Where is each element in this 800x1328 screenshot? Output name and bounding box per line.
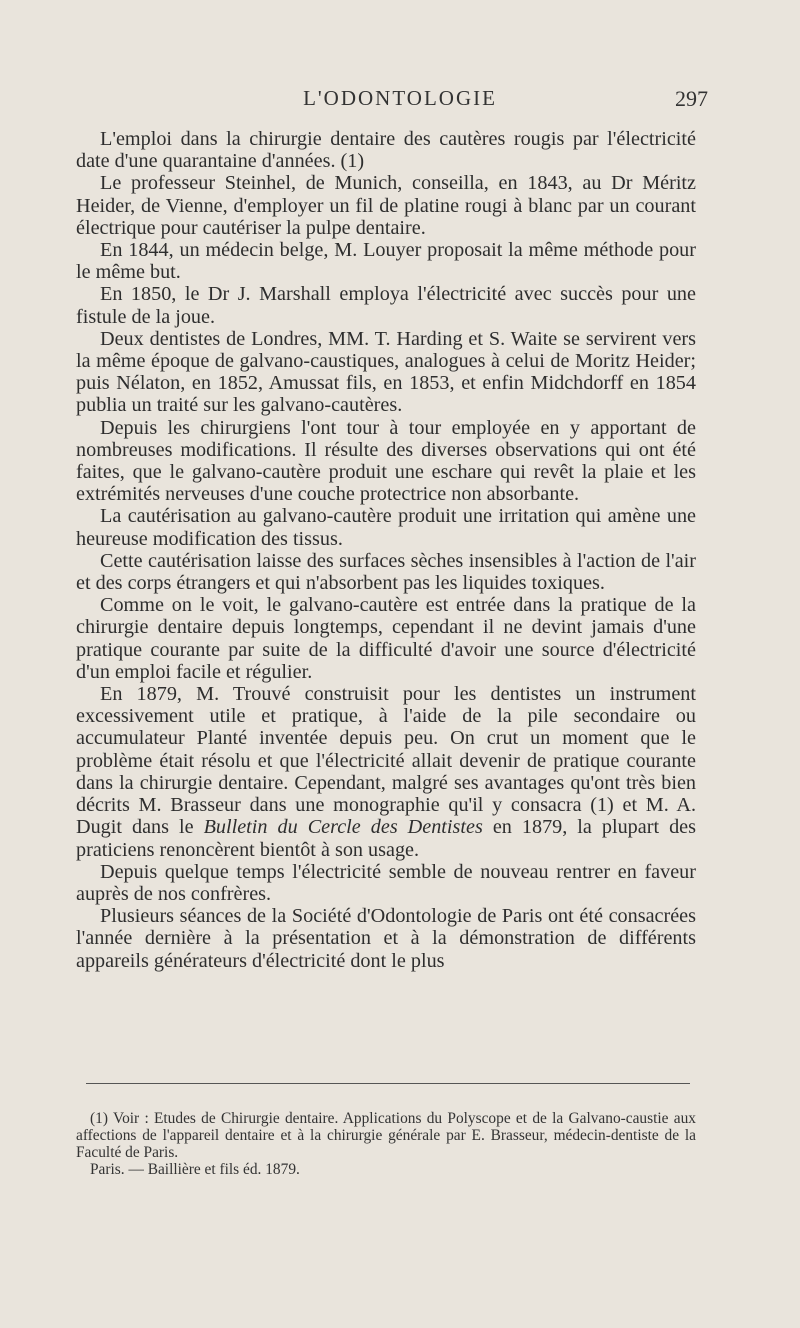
paragraph-text: en 1879, la plupart des praticiens renoncèrent bientôt à son usage. (76, 816, 696, 861)
paragraph: Plusieurs séances de la Société d'Odontologie de Paris ont été consacrées l'année dernière à la présentation et à la démonstration de différents appareils générateurs d'électricité dont le plus (76, 905, 696, 972)
footnote-publisher: Paris. — Baillière et fils éd. 1879. (90, 1161, 300, 1178)
paragraph: L'emploi dans la chirurgie dentaire des cautères rougis par l'électricité date d'une quarantaine d'années. (1) (76, 128, 696, 173)
footnote (76, 1110, 696, 1178)
journal-title: Bulletin du Cercle des Dentistes (203, 816, 483, 839)
paragraph: Depuis les chirurgiens l'ont tour à tour employée en y apportant de nombreuses modifications. Il résulte des diverses observations qui ont été faites, que le galvano-cautère produit une eschare qui revêt la plaie et les extrémités nerveuses d'une couche protectrice non absorbante. (76, 416, 696, 506)
paragraph: Depuis quelque temps l'électricité semble de nouveau rentrer en faveur auprès de nos confrères. (76, 860, 696, 905)
paragraph-text: En 1879, M. Trouvé construisit pour les dentistes un instrument excessivement utile et pratique, à l'aide de la pile secondaire ou accumulateur Planté inventée depuis peu. On crut un moment que le problème était résolu et que l'électricité allait devenir de pratique courante dans la chirurgie dentaire. Cependant, malgré ses avantages qu'ont très bien décrits M. Brasseur dans une monographie qu'il y consacra (1) et M. A. Dugit dans le (76, 683, 696, 839)
paragraph: Comme on le voit, le galvano-cautère est entrée dans la pratique de la chirurgie dentaire depuis longtemps, cependant il ne devint jamais d'une pratique courante par suite de la difficulté d'avoir une source d'électricité d'un emploi facile et régulier. (76, 594, 696, 683)
paragraph: Cette cautérisation laisse des surfaces sèches insensibles à l'action de l'air et des corps étrangers et qui n'absorbent pas les liquides toxiques. (76, 549, 696, 595)
body-text (76, 128, 696, 972)
footnote-rule (86, 1083, 690, 1084)
footnote-text: (1) Voir : Etudes de Chirurgie dentaire. Applications du Polyscope et de la Galvano-caustie aux affections de l'appareil dentaire et à la chirurgie générale par E. Brasseur, médecin-dentiste de la Faculté de Paris. (76, 1110, 696, 1161)
paragraph: Le professeur Steinhel, de Munich, conseilla, en 1843, au Dr Méritz Heider, de Vienne, d'employer un fil de platine rougi à blanc par un courant électrique pour cautériser la pulpe dentaire. (76, 172, 696, 239)
paragraph: En 1850, le Dr J. Marshall employa l'électricité avec succès pour une fistule de la joue. (76, 283, 696, 328)
running-head (0, 86, 800, 116)
paragraph-trouve (76, 683, 696, 861)
page-number: 297 (675, 86, 708, 111)
paragraph: En 1844, un médecin belge, M. Louyer proposait la même méthode pour le même but. (76, 239, 696, 284)
running-title: L'ODONTOLOGIE (303, 86, 497, 110)
paragraph: La cautérisation au galvano-cautère produit une irritation qui amène une heureuse modification des tissus. (76, 505, 696, 550)
paragraph: Deux dentistes de Londres, MM. T. Harding et S. Waite se servirent vers la même époque de galvano-caustiques, analogues à celui de Moritz Heider; puis Nélaton, en 1852, Amussat fils, en 1853, et enfin Midchdorff en 1854 publia un traité sur les galvano-cautères. (76, 327, 696, 417)
